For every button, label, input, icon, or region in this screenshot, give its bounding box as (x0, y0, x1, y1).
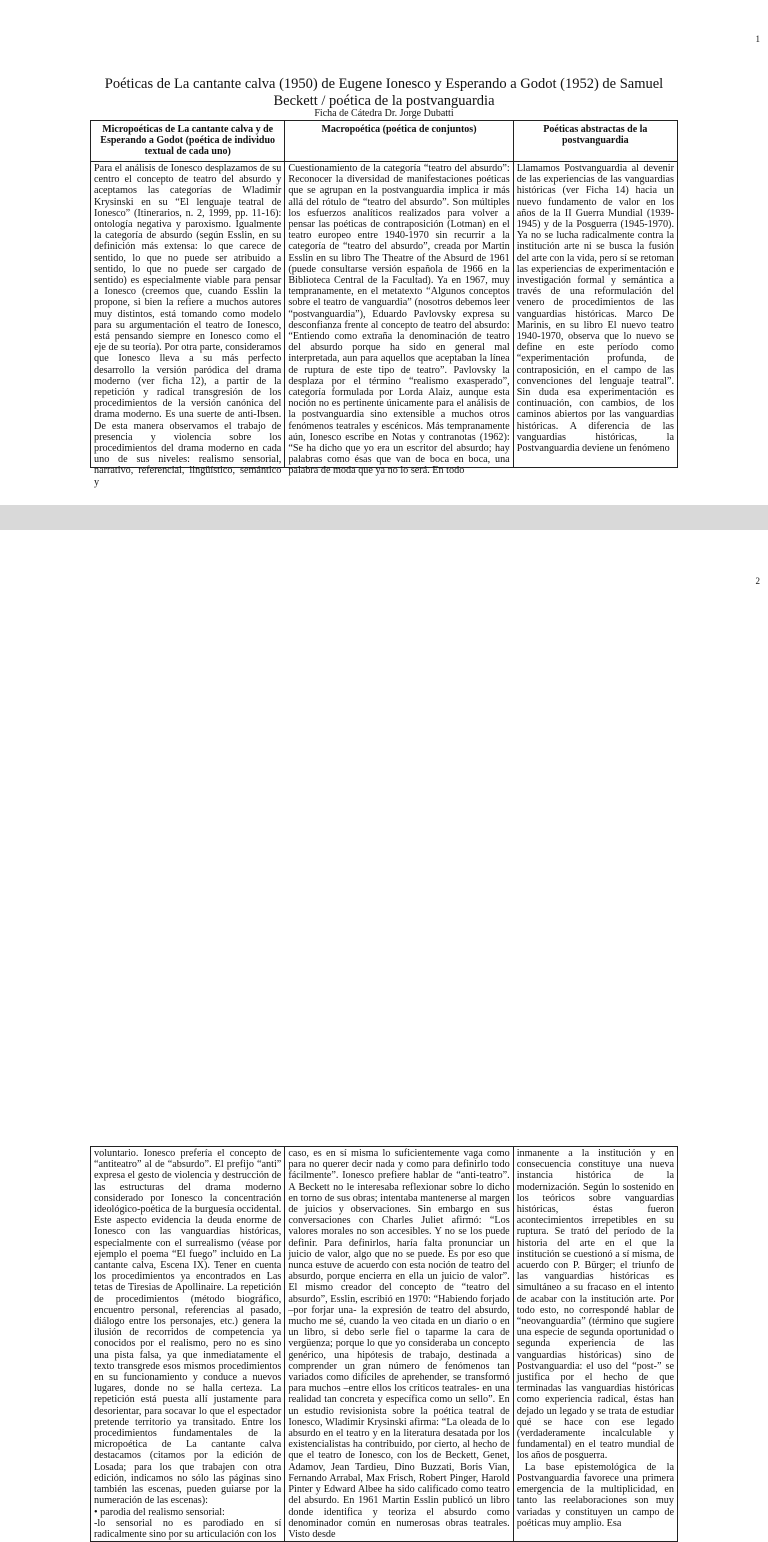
cell-macropoetics (285, 1147, 513, 1542)
header-micropoetics: Micropoéticas de La cantante calva y de Esperando a Godot (poética de individuo textual de cada uno) (91, 121, 285, 162)
document-title: Poéticas de La cantante calva (1950) de Eugene Ionesco y Esperando a Godot (1952) de Samuel Beckett / poética de la postvanguardia (104, 76, 664, 109)
abstract-poetics-text-b: La base epistemológica de la Postvanguardia favorece una primera emergencia de la multiplicidad, en tanto las reelaboraciones son muy variadas y constituyen un campo de poéticas muy amplio. Esa (516, 1461, 674, 1529)
cell-micropoetics (91, 1147, 285, 1542)
page-1 (0, 0, 768, 505)
header-macropoetics: Macropoética (poética de conjuntos) (285, 121, 513, 162)
document-subtitle: Ficha de Cátedra Dr. Jorge Dubatti (314, 108, 454, 119)
micropoetics-text: voluntario. Ionesco prefería el concepto de “antiteatro” al de “absurdo”. El prefijo “anti” expresa el gesto de violencia y destrucción de las estructuras del drama moderno considerado por Ionesco la concentración ideológico-poética de la burguesía occidental. Este aspecto evidencia la deuda enorme de Ionesco con las vanguardias históricas, especialmente con el surrealismo (véase por ejemplo el poema “El fuego” incluido en La cantante calva, Escena IX). Tener en cuenta los procedimientos ya encontrados en Las tetas de Tiresias de Apollinaire. La repetición de procedimientos (método biográfico, encuentro personal, referencias al pasado, diálogo entre los personajes, etc.) genera la ilusión de recorridos de competencia ya conocidos por el realismo, pero no es sino una pista falsa, ya que inmediatamente el texto transgrede esos mismos procedimientos en su funcionamiento y conduce a nuevos lugares, donde no se halla certeza. La repetición está puesta allí justamente para desorientar, para socavar lo que el espectador pretende territorio ya transitado. Entre los procedimientos fundamentales de la micropoética de La cantante calva destacamos (citamos por la edición de Losada; para los que trabajen con otra edición, indicamos no sólo las páginas sino también las escenas, pueden guiarse por la numeración de las escenas): (94, 1148, 282, 1507)
cell-abstract-poetics (513, 162, 677, 468)
micropoetics-text: Para el análisis de Ionesco desplazamos de su centro el concepto de teatro del absurdo y aceptamos las categorías de Wladimir Krysinski en su “El lenguaje teatral de Ionesco” (Itinerarios, n. 2, 1999, pp. 11-16): ontología negativa y paroxismo. Igualmente la categoría de absurdo (según Esslin, en su definición más extensa: lo que carece de sentido, lo que no puede ser atribuido a sentido, lo que no puede ser cargado de sentido) es especialmente viable para pensar a Ionesco (creemos que, cuando Esslin la propone, si bien la refiere a muchos autores muy distintos, está tomando como modelo para su argumentación el teatro de Ionesco, está pensando siempre en Ionesco como el eje de su teoría). Por otra parte, consideramos que Ionesco lleva a su más perfecto desarrollo la versión paródica del drama moderno (ver ficha 12), a partir de la repetición y radical transgresión de los procedimientos de la versión canónica del drama moderno. Es una suerte de anti-Ibsen. De esta manera observamos el trabajo de presencia y violencia sobre los procedimientos del drama moderno en cada uno de sus niveles: realismo sensorial, narrativo, referencial, lingüístico, semántico y (94, 163, 282, 488)
macropoetics-text: Cuestionamiento de la categoría “teatro del absurdo”: Reconocer la diversidad de manifestaciones poéticas que se agrupan en la postvanguardia implica ir más allá del rótulo de “teatro del absurdo”. Son múltiples los esfuerzos analíticos realizados para volver a pensar las poéticas de contraposición (Lotman) en el teatro europeo entre 1940-1970 sin recurrir a la categoría de “teatro del absurdo”, creada por Martin Esslin en su libro The Theatre of the Absurd de 1961 (puede consultarse versión española de 1966 en la Biblioteca Central de la Facultad). Ya en 1967, muy tempranamente, en el metatexto “Algunos conceptos sobre el teatro de vanguardia” (nosotros debemos leer “postvanguardia”), Eduardo Pavlovsky expresa su desconfianza frente al concepto de teatro del absurdo: “Entiendo como extraña la denominación de teatro del absurdo porque ha sido en general mal interpretada, aun para aquellos que aceptaban la línea de ruptura de este tipo de teatro”. Pavlovsky la desplaza por el término “realismo exasperado”, categoría formulada por Lorda Alaiz, aunque esta noción no es pertinente únicamente para el análisis de la postvanguardia sino extensible a muchos otros fenómenos teatrales y escénicos. Más tempranamente aún, Ionesco escribe en Notas y contranotas (1962): “Se ha dicho que yo era un escritor del absurdo; hay palabras como ésas que van de boca en boca, una palabra de moda que ya no lo será. En todo (288, 163, 510, 477)
page-2 (0, 530, 768, 1540)
poetics-table (90, 120, 678, 488)
page-gap (0, 505, 768, 530)
page-number: 1 (755, 34, 760, 44)
cell-macropoetics (285, 162, 513, 477)
header-abstract-poetics: Poéticas abstractas de la postvanguardia (513, 121, 677, 162)
page-number: 2 (755, 576, 760, 586)
poetics-table-continued (90, 1146, 678, 1542)
abstract-poetics-text: Llamamos Postvanguardia al devenir de las experiencias de las vanguardias históricas (ver Ficha 14) hacia un nuevo fundamento de valor en los años de la II Guerra Mundial (1939-1945) y de la Posguerra (1945-1970). Ya no se lucha radicalmente contra la institución arte ni se busca la fusión del arte con la vida, pero sí se retoman las experiencias de experimentación e investigación formal y semántica a través de una reformulación del venero de procedimientos de las vanguardias históricas. Marco De Marinis, en su libro El nuevo teatro 1940-1970, observa que lo nuevo se define en este período como “experimentación profunda, de contraposición, en el campo de las convenciones del lenguaje teatral”. Sin duda esa experimentación es continuación, con cambios, de los caminos abiertos por las vanguardias históricas. A diferencia de las vanguardias históricas, la Postvanguardia deviene un fenómeno (516, 163, 674, 455)
bullet-item: • parodia del realismo sensorial: (94, 1506, 225, 1518)
micropoetics-text-tail: -lo sensorial no es parodiado en sí radicalmente sino por su articulación con los (94, 1517, 282, 1540)
abstract-poetics-text: inmanente a la institución y en consecuencia constituye una nueva instancia histórica de la modernización. Según lo sostenido en los teóricos sobre vanguardias históricas, éstas fueron acontecimientos irrepetibles en su ruptura. Se trató del período de la historia del arte en el que la institución se cuestionó a sí misma, de acuerdo con P. Bürger; el triunfo de las vanguardias históricas es simultáneo a su fracaso en el intento de acabar con la institución arte. Por todo esto, no correspondé hablar de “neovanguardia” (término que sugiere una especie de segunda oportunidad o segunda experiencia de las vanguardias históricas) sino de Postvanguardia: el uso del “post-” se justifica por el hecho de que terminadas las vanguardias históricas como experiencia radical, éstas han dejado un legado y se trata de estudiar qué se hace con ese legado (verdaderamente incalculable y fundamental) en el teatro mundial de los años de posguerra. (516, 1148, 674, 1462)
macropoetics-text: caso, es en sí misma lo suficientemente vaga como para no querer decir nada y como para definirlo todo fácilmente”. Ionesco prefiere hablar de “anti-teatro”. A Beckett no le interesaba reflexionar sobre lo dicho en torno de sus obras; intentaba mantenerse al margen de juicios y observaciones. Sin embargo en sus conversaciones con Charles Juliet afirmó: “Los valores morales no son accesibles. Y no se los puede definir. Para definirlos, haría falta pronunciar un juicio de valor, algo que no se puede. Es por eso que nunca estuve de acuerdo con esta noción de teatro del absurdo, porque encierra en ella un juicio de valor”. El mismo creador del concepto de “teatro del absurdo”, Esslin, escribió en 1970: “Habiendo forjado –por forjar una- la expresión de teatro del absurdo, mucho me sé, cuando la veo citada en un diario o en un libro, si debo serle fiel o taparme la cara de vergüenza; porque lo que yo consideraba un concepto genérico, una hipótesis de trabajo, destinada a comprender un gran número de fenómenos tan variados como difíciles de aprehender, se transformó para muchos –entre ellos los críticos teatrales- en una realidad tan concreta y específica como un sello”. En un estudio revisionista sobre la poética teatral de Ionesco, Wladimir Krysinski afirma: “La oleada de lo absurdo en el teatro y en la literatura desatada por los existencialistas ha contribuido, por cierto, al hecho de que el teatro de Ionesco, con los de Beckett, Genet, Adamov, Jean Tardieu, Dino Buzzati, Boris Vian, Fernando Arrabal, Max Frisch, Robert Pinger, Harold Pinter y Edward Albee ha sido calificado como teatro del absurdo. En 1961 Martin Esslin publicó un libro donde identifica y teoriza el absurdo como denominador común en numerosas obras teatrales. Visto desde (288, 1148, 510, 1540)
cell-micropoetics (91, 162, 285, 488)
cell-abstract-poetics (513, 1147, 677, 1542)
